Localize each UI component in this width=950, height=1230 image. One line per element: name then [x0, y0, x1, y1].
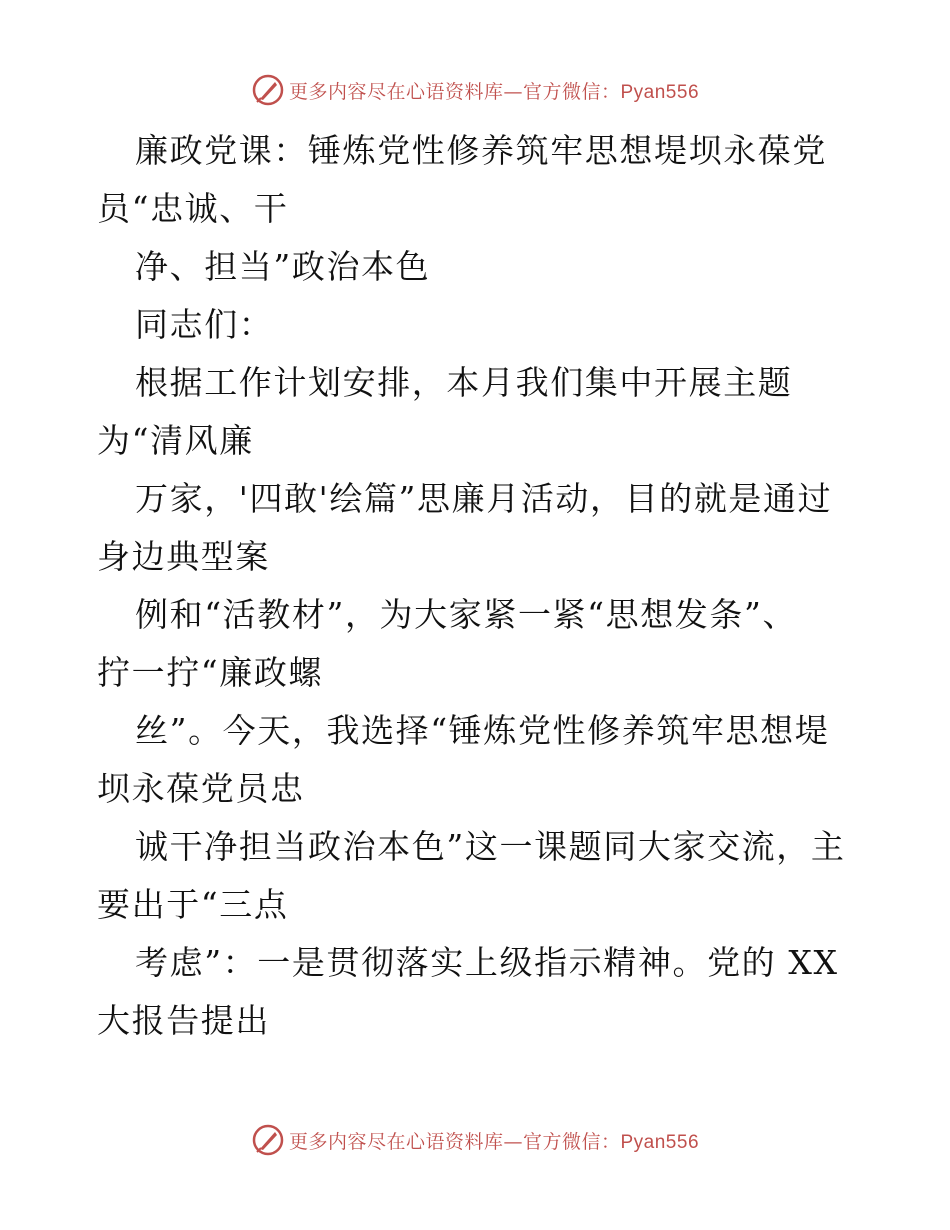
banner-wechat-id: Pyan556	[620, 1131, 700, 1153]
text-line: 为“清风廉	[97, 421, 254, 460]
text-line: 廉政党课：锤炼党性修养筑牢思想堤坝永葆党	[135, 131, 827, 170]
document-body	[97, 122, 867, 1050]
banner-text: 更多内容尽在心语资料库—官方微信：	[288, 80, 621, 103]
text-line: 同志们：	[135, 305, 274, 344]
text-line: 坝永葆党员忠	[97, 769, 305, 808]
text-line: 诚干净担当政治本色”这一课题同大家交流，主	[135, 827, 846, 866]
text-line: 万家，'四敢'绘篇”思廉月活动，目的就是通过	[135, 479, 833, 518]
quill-logo-icon	[251, 1123, 285, 1157]
banner-text: 更多内容尽在心语资料库—官方微信：	[288, 1130, 621, 1153]
header-banner	[0, 70, 950, 110]
footer-banner	[0, 1120, 950, 1160]
text-line: 丝”。今天，我选择“锤炼党性修养筑牢思想堤	[135, 711, 830, 750]
text-line: 员“忠诚、干	[97, 189, 289, 228]
text-line: 例和“活教材”，为大家紧一紧“思想发条”、	[135, 595, 798, 634]
text-line: 拧一拧“廉政螺	[97, 653, 324, 692]
text-line: 考虑”：一是贯彻落实上级指示精神。党的 XX	[135, 943, 839, 982]
text-line: 大报告提出	[97, 1001, 270, 1040]
text-line: 要出于“三点	[97, 885, 289, 924]
text-line: 根据工作计划安排，本月我们集中开展主题	[135, 363, 793, 402]
text-line: 身边典型案	[97, 537, 270, 576]
text-line: 净、担当”政治本色	[135, 247, 431, 286]
quill-logo-icon	[251, 73, 285, 107]
banner-wechat-id: Pyan556	[620, 81, 700, 103]
